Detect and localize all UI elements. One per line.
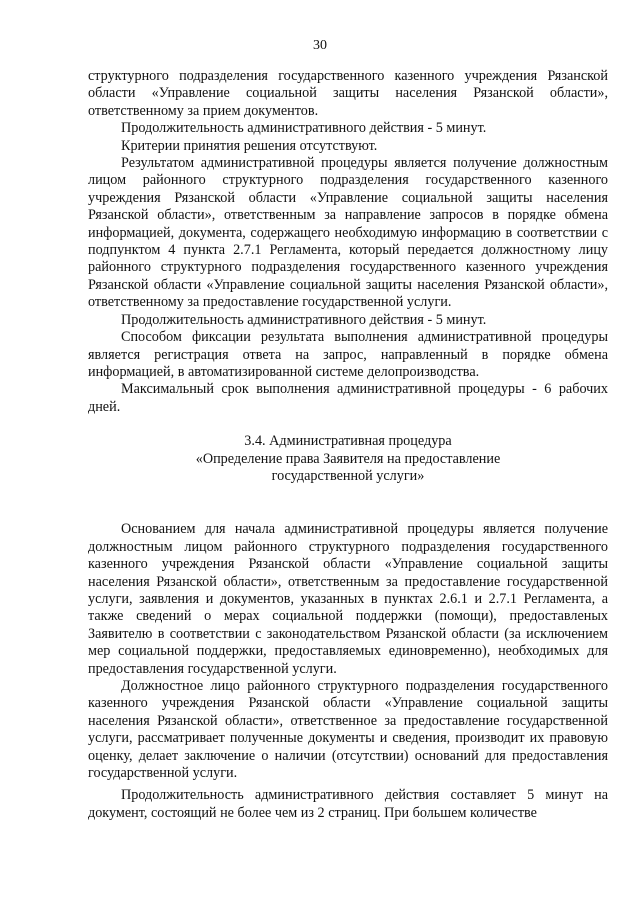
paragraph-result: Результатом административной процедуры является получение должностным лицом районного структурного подразделения государственного казенного учреждения Рязанской области «Управление социальной защиты населения Рязанской области», ответственным за направление запросов в порядке обмена информацией, документа, содержащего необходимую информацию в соответствии с подпунктом 4 пункта 2.7.1 Регламента, который передается должностному лицу районного структурного подразделения государственного казенного учреждения Рязанской области «Управление социальной защиты населения Рязанской области», ответственному за предоставление государственной услуги. <box>88 155 608 311</box>
section-heading-line1: 3.4. Административная процедура <box>244 433 452 450</box>
paragraph-duration-1: Продолжительность административного действия - 5 минут. <box>121 120 487 137</box>
paragraph-continuation: структурного подразделения государственного казенного учреждения Рязанской области «Управление социальной защиты населения Рязанской области», ответственному за прием документов. <box>88 68 608 119</box>
paragraph-max-term: Максимальный срок выполнения административной процедуры - 6 рабочих дней. <box>88 381 608 415</box>
paragraph-criteria: Критерии принятия решения отсутствуют. <box>121 137 378 154</box>
paragraph-official: Должностное лицо районного структурного подразделения государственного казенного учреждения Рязанской области «Управление социальной защиты населения Рязанской области», ответственное за предоставление государственной услуги, рассматривает полученные документы и сведения, производит их правовую оценку, делает заключение о наличии (отсутствии) оснований для предоставления государственной услуги. <box>88 678 608 782</box>
document-body <box>88 68 608 822</box>
page-number: 30 <box>313 38 327 53</box>
paragraph-fixation: Способом фиксации результата выполнения административной процедуры является регистрация ответа на запрос, направленный в порядке обмена информацией, в автоматизированной системе делопроизводства. <box>88 329 608 380</box>
paragraph-duration-3: Продолжительность административного действия составляет 5 минут на документ, состоящий не более чем из 2 страниц. При большем количестве <box>88 787 608 821</box>
section-heading-line3: государственной услуги» <box>271 467 425 484</box>
paragraph-duration-2: Продолжительность административного действия - 5 минут. <box>121 311 487 328</box>
section-heading <box>88 433 608 485</box>
paragraph-basis: Основанием для начала административной процедуры является получение должностным лицом районного структурного подразделения государственного казенного учреждения Рязанской области «Управление социальной защиты населения Рязанской области», ответственным за предоставление государственной услуги, заявления и документов, указанных в пунктах 2.6.1 и 2.7.1 Регламента, а также сведений о мерах социальной поддержки (помощи), предоставленых Заявителю в соответствии с законодательством Рязанской области (за исключением мер социальной поддержки, предоставляемых единовременно), необходимых для предоставления государственной услуги. <box>88 521 608 677</box>
section-heading-line2: «Определение права Заявителя на предоставление <box>195 450 501 467</box>
